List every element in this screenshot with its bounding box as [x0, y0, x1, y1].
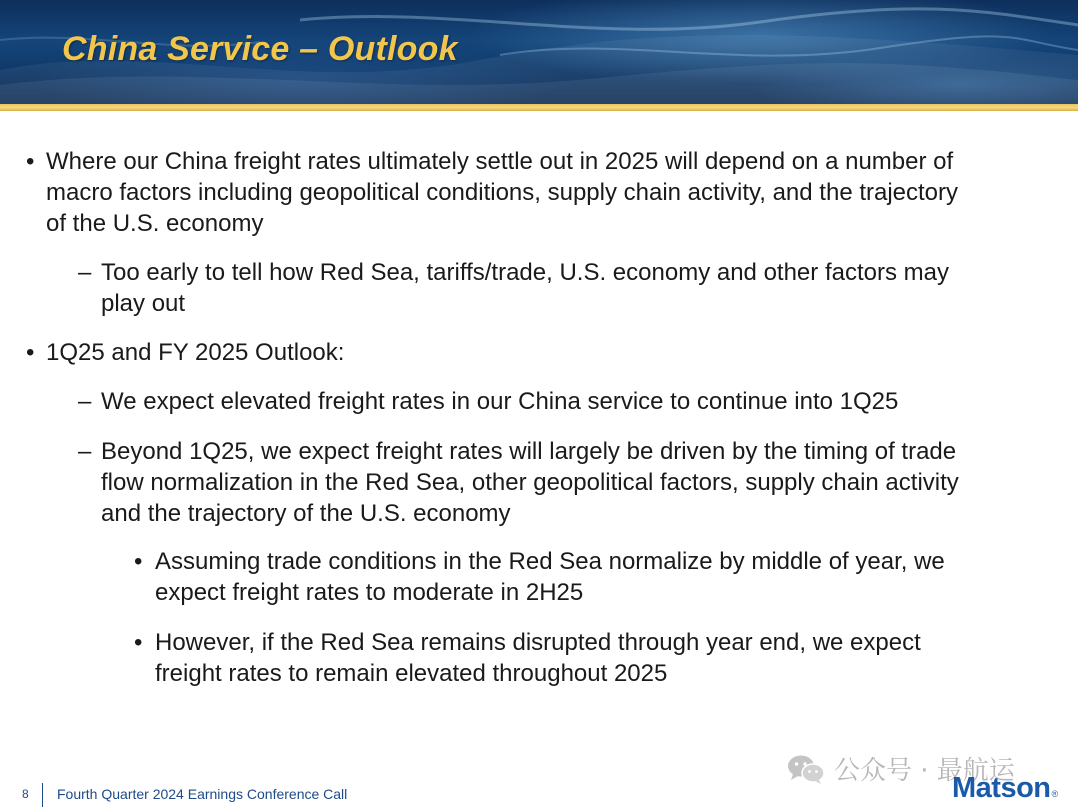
- header-banner: [0, 0, 1078, 104]
- dash-marker: –: [78, 388, 92, 415]
- sub-sub-bullet-item: [155, 546, 945, 608]
- sub-bullet-item: [101, 257, 949, 319]
- bullet-line: We expect elevated freight rates in our China service to continue into 1Q25: [101, 388, 899, 415]
- bullet-line: Where our China freight rates ultimately settle out in 2025 will depend on a number of: [46, 148, 954, 175]
- page-number: 8: [22, 787, 29, 801]
- bullet-line: Assuming trade conditions in the Red Sea normalize by middle of year, we: [155, 548, 945, 575]
- bullet-item: [46, 146, 958, 239]
- logo-wordmark: Matson: [952, 772, 1051, 804]
- matson-logo: [952, 772, 1058, 805]
- bullet-marker: •: [26, 339, 35, 366]
- watermark-text: 公众号 · 最航运: [834, 756, 1015, 786]
- bullet-item: [46, 337, 344, 368]
- bullet-line: of the U.S. economy: [46, 210, 264, 237]
- bullet-marker: •: [134, 629, 143, 656]
- bullet-line: play out: [101, 290, 186, 317]
- wechat-icon: [786, 753, 826, 785]
- bullet-line: Too early to tell how Red Sea, tariffs/trade, U.S. economy and other factors may: [101, 259, 949, 286]
- bullet-marker: •: [26, 148, 35, 175]
- bullet-line: Beyond 1Q25, we expect freight rates will largely be driven by the timing of trade: [101, 438, 957, 465]
- bullet-line: flow normalization in the Red Sea, other geopolitical factors, supply chain activity: [101, 469, 959, 496]
- gold-rule: [0, 104, 1078, 111]
- bullet-line: 1Q25 and FY 2025 Outlook:: [46, 339, 345, 366]
- dash-marker: –: [78, 438, 92, 465]
- bullet-line: and the trajectory of the U.S. economy: [101, 500, 511, 527]
- bullet-line: expect freight rates to moderate in 2H25: [155, 579, 584, 606]
- sub-sub-bullet-item: [155, 627, 921, 689]
- sub-bullet-item: [101, 386, 898, 417]
- footer-divider: [42, 783, 43, 807]
- bullet-line: However, if the Red Sea remains disrupted through year end, we expect: [155, 629, 921, 656]
- sub-bullet-item: [101, 436, 959, 529]
- bullet-line: macro factors including geopolitical conditions, supply chain activity, and the trajectory: [46, 179, 959, 206]
- footer-text: Fourth Quarter 2024 Earnings Conference Call: [57, 786, 348, 802]
- registered-mark: ®: [1051, 789, 1058, 799]
- bullet-marker: •: [134, 548, 143, 575]
- dash-marker: –: [78, 259, 92, 286]
- slide-title: China Service – Outlook: [62, 30, 458, 68]
- bullet-line: freight rates to remain elevated throughout 2025: [155, 660, 668, 687]
